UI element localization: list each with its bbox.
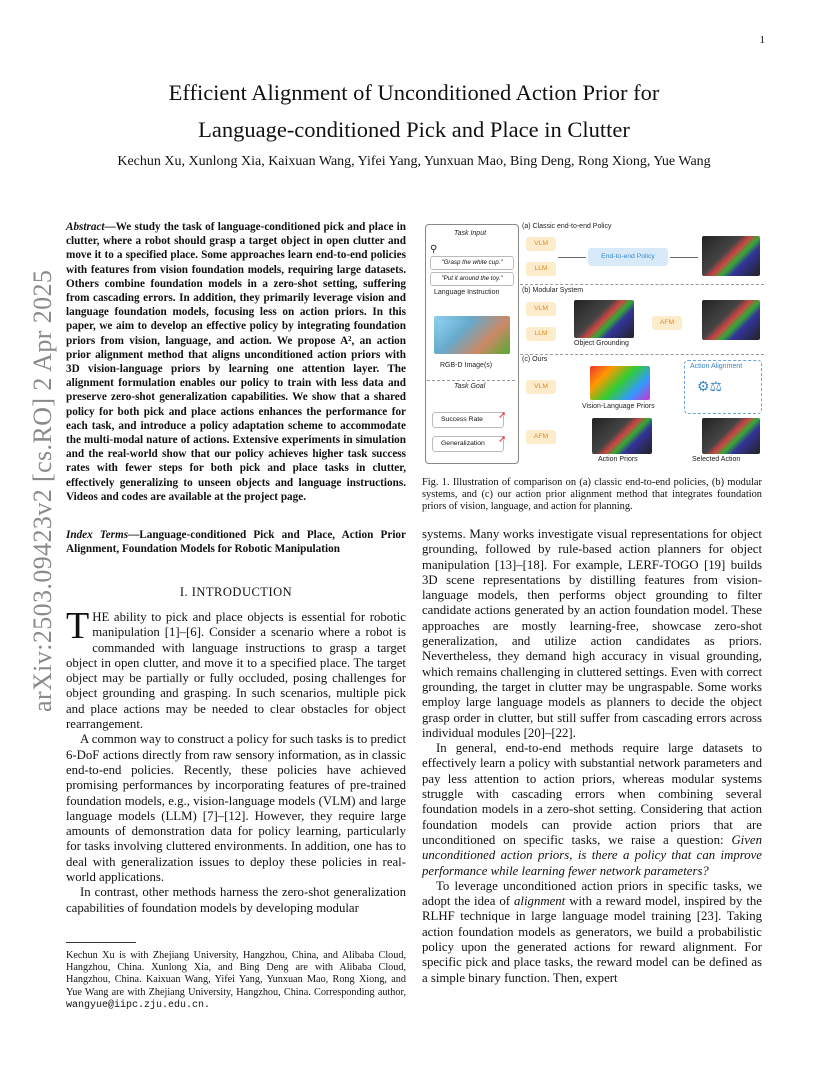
alignment-icon: ⚙⚖: [697, 378, 723, 394]
selected-action-scene-b: [702, 300, 760, 340]
llm-pill: LLM: [526, 262, 556, 276]
instruction-grasp: "Grasp the white cup.": [430, 256, 514, 270]
action-alignment-label: Action Alignment: [690, 363, 743, 370]
arxiv-stamp: arXiv:2503.09423v2 [cs.RO] 2 Apr 2025: [28, 269, 57, 712]
arrow: [670, 257, 698, 258]
vlm-pill: VLM: [526, 302, 556, 316]
vision-language-priors-image: [590, 366, 650, 400]
arrow: [558, 257, 586, 258]
intro-paragraph-3: In contrast, other methods harness the zero-shot generalization capabilities of foundation models by developing modular: [66, 885, 406, 915]
right-paragraph-2-question: Given unconditioned action priors, is there a policy that can improve performance while learning fewer network parameters?: [422, 832, 762, 878]
panel-a-label: (a) Classic end-to-end Policy: [522, 223, 612, 230]
object-grounding-label: Object Grounding: [574, 340, 629, 347]
input-divider: [427, 380, 515, 381]
language-instruction-label: Language Instruction: [434, 289, 500, 296]
vlm-pill: VLM: [526, 237, 556, 251]
panel-b-label: (b) Modular System: [522, 287, 584, 294]
footnote-text: Kechun Xu is with Zhejiang University, Hangzhou, China, and Alibaba Cloud, Hangzhou, China. Xunlong Xia, and Bing Deng are with Alibaba Cloud, Hangzhou, China. Kaixuan Wang, Yifei Yang, Yunxuan Mao, Rong Xiong, and Yue Wang are with Zhejiang University, Hangzhou, China. Corresponding author,: [66, 950, 406, 998]
index-terms-lead: Index Terms: [66, 529, 129, 541]
paper-title: [60, 74, 768, 148]
intro-paragraph-2: A common way to construct a policy for such tasks is to predict 6-DoF actions directly from raw sensory information, as in classic end-to-end policies. Recently, these policies have achieved promising performances by incorporating features of pre-trained foundation models, e.g., vision-language models (VLM) and large language models (LLM) [7]–[12]. However, they require large amounts of demonstration data for policy learning, particularly for tasks involving cluttered environments. In addition, one has to deal with generalization issues to deploy these policies in real-world applications.: [66, 732, 406, 885]
right-paragraph-1: systems. Many works investigate visual representations for object grounding, followed by rule-based action planners for object manipulation [13]–[18]. For example, LERF-TOGO [19] builds 3D scene representations by distilling features from vision-language models, then performs object grounding to filter candidate actions generated by an action foundation model. These approaches are mostly learning-free, showcase zero-shot generalization, and utilize action candidates as priors. Nevertheless, they demand high accuracy in visual grounding, which remains challenging in cluttered settings. Even with correct grounding, the target in clutter may be ungraspable. Some works employ large language models as planners to decide the object grasp order in clutter, but still suffer from cascading errors across individual modules [20]–[22].: [422, 527, 762, 740]
panel-c-label: (c) Ours: [522, 356, 548, 363]
right-paragraph-3: [422, 879, 762, 986]
divider-b-c: [520, 354, 764, 355]
index-terms: [66, 528, 406, 556]
end-to-end-policy-box: End-to-end Policy: [588, 248, 668, 266]
footnote: [66, 950, 406, 1012]
divider-a-b: [520, 284, 764, 285]
right-paragraph-3-text-b: with a reward model, inspired by the RLHF technique in large language model training [23]. Taking action foundation models as generators, we build a probabilistic policy upon the generated actions for reward alignment. For specific pick and place tasks, the reward model can be defined as a simple binary function. Then, expert: [422, 894, 762, 985]
page-number: 1: [759, 34, 765, 46]
afm-pill: AFM: [652, 316, 682, 330]
title-line-1: Efficient Alignment of Unconditioned Action Prior for: [168, 80, 660, 105]
action-priors-label: Action Priors: [598, 456, 638, 463]
success-rate-box: Success Rate: [432, 412, 504, 428]
title-line-2: Language-conditioned Pick and Place in Clutter: [198, 117, 630, 142]
afm-pill: AFM: [526, 430, 556, 444]
selected-action-label: Selected Action: [692, 456, 741, 463]
rgbd-label: RGB-D Image(s): [440, 362, 493, 369]
footnote-rule: [66, 942, 136, 943]
instruction-put: "Put it around the toy.": [430, 272, 514, 286]
author-list: Kechun Xu, Xunlong Xia, Kaixuan Wang, Yifei Yang, Yunxuan Mao, Bing Deng, Rong Xiong, Yue Wang: [117, 154, 711, 169]
right-paragraph-2-text: In general, end-to-end methods require large datasets to effectively learn a policy with substantial network parameters and pay less attention to action priors, whereas modular systems struggle with cascading errors when combining several foundation models in a zero-shot setting. Considering that action foundation models can provide action priors that are unconditioned on specific tasks, we raise a question:: [422, 741, 762, 847]
figure-caption: Fig. 1. Illustration of comparison on (a) classic end-to-end policies, (b) modular systems, and (c) our action prior alignment method that integrates foundation priors of vision, language, and action for planning.: [422, 477, 762, 513]
index-terms-text: —Language-conditioned Pick and Place, Action Prior Alignment, Foundation Models for Robotic Manipulation: [66, 529, 406, 556]
right-paragraph-3-emphasis: alignment: [514, 894, 566, 909]
introduction-body: [66, 605, 406, 916]
dropcap: T: [66, 605, 90, 647]
action-priors-scene: [592, 418, 652, 454]
up-arrow-icon: ➚: [498, 410, 507, 421]
right-paragraph-3-text-a: To leverage unconditioned action priors in specific tasks, we adopt the idea of: [422, 878, 762, 909]
right-paragraph-2: [422, 741, 762, 879]
task-input-label: Task Input: [454, 230, 487, 237]
figure-1: [422, 220, 764, 470]
selected-action-scene-c: [702, 418, 760, 454]
abstract: [66, 220, 406, 504]
person-icon: ⚲: [430, 244, 438, 255]
right-column-body: [422, 527, 762, 986]
rgbd-image-2: [438, 320, 510, 354]
abstract-text: —We study the task of language-conditioned pick and place in clutter, where a robot should grasp a target object in open clutter and move it to a specified place. Some approaches learn end-to-end policies with features from vision foundation models, requiring large datasets. Others combine foundation models in a zero-shot setting, suffering from cascading errors. In addition, they primarily leverage vision and language foundation models, focusing less on action priors. In this paper, we aim to develop an effective policy by integrating foundation priors from vision, language, and action. We propose A², an action prior alignment method that aligns unconditioned action priors with 3D vision-language priors by learning one attention layer. The alignment formulation enables our policy to train with less data and preserve zero-shot generalization capabilities. We show that a shared policy for both pick and place actions enhances the performance for each task, and introduce a policy adaptation scheme to accommodate the multi-modal nature of actions. Extensive experiments in simulation and the real-world show that our policy achieves higher task success rates with fewer steps for both pick and place tasks in clutter, effectively generalizing to unseen objects and language instructions. Videos and codes are available at the project page.: [66, 221, 406, 503]
vision-language-priors-label: Vision-Language Priors: [582, 403, 655, 410]
section-heading-introduction: I. INTRODUCTION: [179, 585, 293, 599]
task-goal-label: Task Goal: [454, 383, 486, 390]
footnote-email[interactable]: wangyue@iipc.zju.edu.cn.: [66, 999, 211, 1011]
intro-paragraph-1: [66, 605, 406, 732]
generalization-box: Generalization: [432, 436, 504, 452]
selected-action-scene-a: [702, 236, 760, 276]
object-grounding-scene: [574, 300, 634, 338]
abstract-lead: Abstract: [66, 221, 105, 233]
up-arrow-icon: ➚: [498, 434, 507, 445]
intro-paragraph-1-text: HE ability to pick and place objects is essential for robotic manipulation [1]–[6]. Consider a scenario where a robot is commanded with language instructions to grasp a target object in open clutter, and move it to a specified place. The target object may be partially or fully occluded, posing challenges for object grounding and grasping. In such scenarios, multiple pick and place actions may be needed to clear obstacles for object rearrangement.: [66, 610, 406, 732]
vlm-pill: VLM: [526, 380, 556, 394]
llm-pill: LLM: [526, 327, 556, 341]
